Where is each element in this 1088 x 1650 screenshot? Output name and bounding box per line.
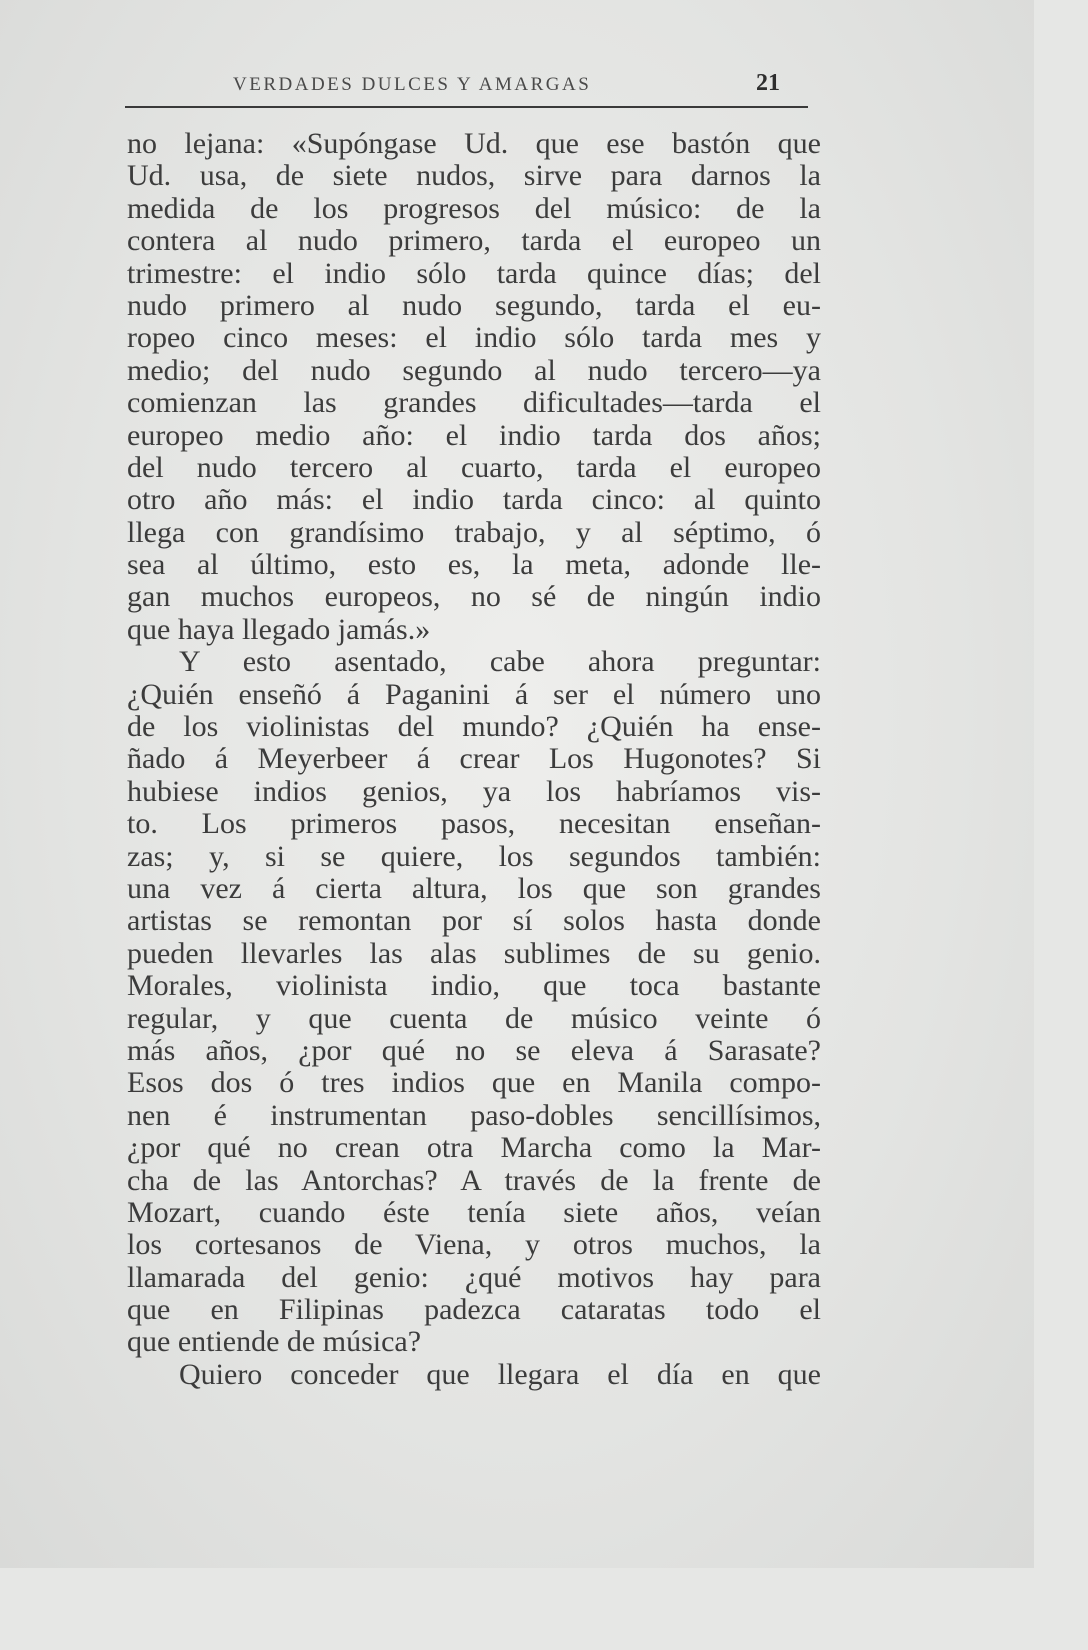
- text-line: medida de los progresos del músico: de la: [127, 191, 821, 225]
- text-line: artistas se remontan por sí solos hasta donde: [127, 904, 821, 938]
- page-number: 21: [756, 70, 780, 96]
- text-line: ¿por qué no crean otra Marcha como la Mar-: [127, 1131, 821, 1165]
- text-line: ¿Quién enseñó á Paganini á ser el número uno: [127, 677, 821, 711]
- text-line: gan muchos europeos, no sé de ningún indio: [127, 580, 821, 614]
- text-line: Quiero conceder que llegara el día en que: [179, 1357, 821, 1391]
- text-line: comienzan las grandes dificultades—tarda el: [127, 386, 821, 420]
- text-line: otro año más: el indio tarda cinco: al quinto: [127, 483, 821, 517]
- text-line: ropeo cinco meses: el indio sólo tarda mes y: [127, 321, 821, 355]
- text-line: que haya llegado jamás.»: [127, 612, 431, 646]
- text-line: nudo primero al nudo segundo, tarda el eu-: [127, 288, 821, 322]
- text-line: Y esto asentado, cabe ahora preguntar:: [179, 645, 821, 679]
- text-line: ñado á Meyerbeer á crear Los Hugonotes? Si: [127, 742, 821, 776]
- text-line: Esos dos ó tres indios que en Manila compo-: [127, 1066, 821, 1100]
- text-line: regular, y que cuenta de músico veinte ó: [127, 1001, 821, 1035]
- text-line: Ud. usa, de siete nudos, sirve para darnos la: [127, 159, 821, 193]
- text-line: de los violinistas del mundo? ¿Quién ha ense-: [127, 710, 821, 744]
- text-line: hubiese indios genios, ya los habríamos vis-: [127, 774, 821, 808]
- text-line: del nudo tercero al cuarto, tarda el europeo: [127, 450, 821, 484]
- text-line: cha de las Antorchas? A través de la frente de: [127, 1163, 821, 1197]
- text-line: Morales, violinista indio, que toca bastante: [127, 969, 821, 1003]
- text-line: llega con grandísimo trabajo, y al séptimo, ó: [127, 515, 821, 549]
- text-line: pueden llevarles las alas sublimes de su genio.: [127, 936, 821, 970]
- text-line: más años, ¿por qué no se eleva á Sarasate?: [127, 1033, 821, 1067]
- text-line: una vez á cierta altura, los que son grandes: [127, 871, 821, 905]
- text-line: no lejana: «Supóngase Ud. que ese bastón que: [127, 127, 821, 160]
- text-line: los cortesanos de Viena, y otros muchos, la: [127, 1228, 821, 1262]
- body-text: [127, 128, 821, 1391]
- running-head: VERDADES DULCES Y AMARGAS: [233, 74, 592, 95]
- text-line: que en Filipinas padezca cataratas todo el: [127, 1293, 821, 1327]
- text-line: to. Los primeros pasos, necesitan enseñan-: [127, 807, 821, 841]
- page-header: [125, 62, 808, 108]
- text-line: trimestre: el indio sólo tarda quince días; del: [127, 256, 821, 290]
- text-line: europeo medio año: el indio tarda dos años;: [127, 418, 821, 452]
- text-line: contera al nudo primero, tarda el europeo un: [127, 224, 821, 258]
- text-line: llamarada del genio: ¿qué motivos hay para: [127, 1260, 821, 1294]
- text-line: Mozart, cuando éste tenía siete años, veían: [127, 1195, 821, 1229]
- text-line: sea al último, esto es, la meta, adonde lle-: [127, 548, 821, 582]
- text-line: medio; del nudo segundo al nudo tercero—ya: [127, 353, 821, 387]
- text-line: que entiende de música?: [127, 1325, 422, 1359]
- text-line: zas; y, si se quiere, los segundos también:: [127, 839, 821, 873]
- text-line: nen é instrumentan paso-dobles sencillísimos,: [127, 1098, 821, 1132]
